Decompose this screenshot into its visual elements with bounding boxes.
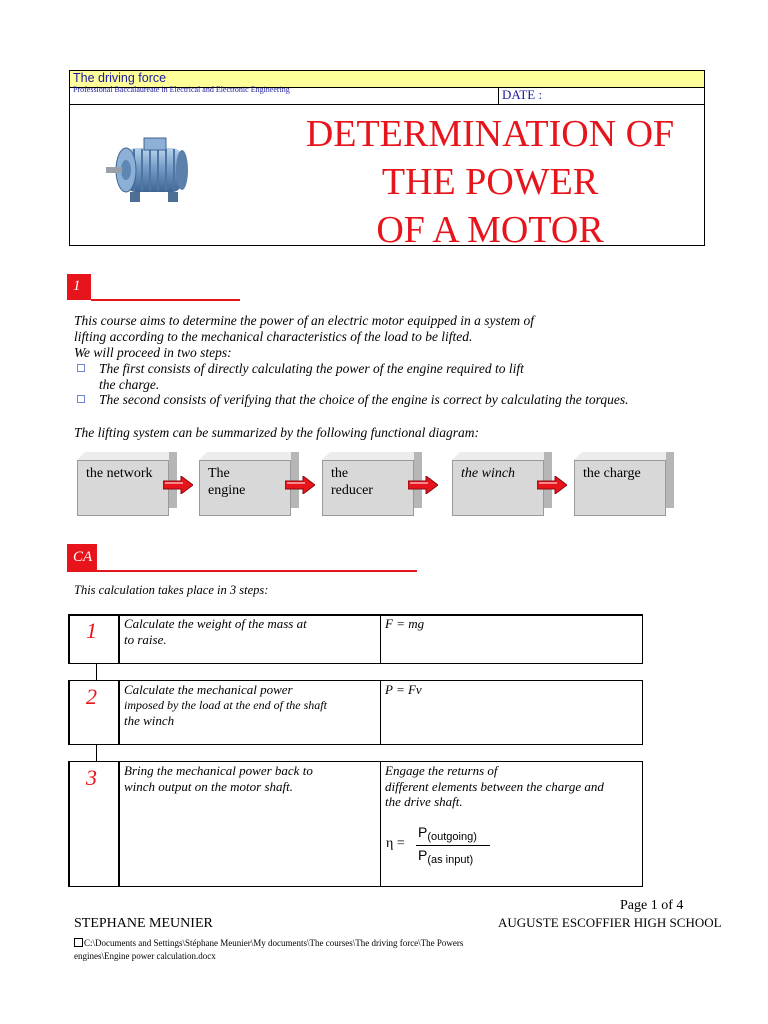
efficiency-numerator [418,824,477,843]
paragraph-line: lifting according to the mechanical characteristics of the load to be lifted. [74,329,473,344]
file-path-line: engines\Engine power calculation.docx [74,951,216,961]
file-path [84,937,524,950]
main-title-line: DETERMINATION OF [305,113,675,155]
header-divider [70,104,704,105]
block-label: reducer [331,483,373,498]
section-2-underline [97,570,417,572]
block-top [452,452,552,460]
section-1-underline [91,299,240,301]
section-1-heading [67,274,91,300]
numerator-symbol: P [418,824,428,840]
block-side [666,452,674,508]
diagram-block-charge [574,460,666,516]
diagram-block-reducer [322,460,414,516]
diagram-block-engine [199,460,291,516]
section-2-heading [67,544,97,572]
desc-line: Calculate the weight of the mass at [124,616,307,631]
denominator-symbol: P [418,847,428,863]
block-label: the winch [461,466,516,481]
block-top [77,452,177,460]
date-label: DATE : [502,87,543,102]
main-title-line: THE POWER [381,161,599,203]
step-3-number: 3 [86,765,97,790]
electric-motor-image [104,132,200,210]
step-1-description [124,616,374,647]
file-path-line: C:\Documents and Settings\Stéphane Meunier\My documents\The courses\The driving force\The Powers [84,938,464,948]
cell-divider [380,615,381,663]
steps-intro: This calculation takes place in 3 steps: [74,583,269,597]
page-number: Page 1 of 4 [620,898,684,913]
author-name: STEPHANE MEUNIER [74,916,213,931]
bullet-item [99,361,699,393]
cell-divider [118,681,120,744]
cell-divider [118,615,120,663]
block-label: The [208,466,230,481]
desc-line: winch output on the motor shaft. [124,778,293,794]
diagram-intro: The lifting system can be summarized by the following functional diagram: [74,425,479,440]
numerator-subscript: (outgoing) [427,831,477,843]
section-1-number: 1 [73,278,81,294]
cell-divider [380,762,381,886]
step-2-description [124,682,379,729]
main-title-line: OF A MOTOR [376,209,604,251]
intro-paragraph [74,313,694,361]
right-arrow-icon [163,476,193,494]
desc-line: imposed by the load at the end of the shaft [124,697,327,712]
step-2-number: 2 [86,684,97,709]
efficiency-symbol: η = [386,836,405,851]
bullet-item [99,392,699,408]
block-top [199,452,299,460]
block-label: the [331,466,349,481]
right-arrow-icon [408,476,438,494]
desc-line: to raise. [124,631,167,647]
diagram-block-network [77,460,169,516]
desc-line: Calculate the mechanical power [124,682,293,697]
cell-divider [118,762,120,886]
step-2-formula: P = Fv [385,682,422,697]
block-top [574,452,674,460]
step-3-description [124,763,379,794]
cell-divider [380,681,381,744]
fraction-bar [416,845,490,846]
paragraph-line: We will proceed in two steps: [74,345,232,360]
checkbox-bullet-icon [77,395,85,403]
formula-line: different elements between the charge and [385,778,604,794]
main-title [270,110,710,254]
course-title: The driving force [73,71,167,85]
step-3-formula-text [385,763,641,810]
formula-line: Engage the returns of [385,763,498,778]
file-path-icon [74,938,83,947]
bullet-line: The first consists of directly calculating the power of the engine required to lift [99,361,524,376]
course-subtitle: Professional Baccalaureate in Electrical and Electronic Engineering [73,85,290,94]
block-label: the network [86,466,153,481]
step-connector [96,664,97,680]
header-divider [498,87,499,104]
step-1-number: 1 [86,618,97,643]
paragraph-line: This course aims to determine the power of an electric motor equipped in a system of [74,313,535,328]
formula-line: the drive shaft. [385,794,463,809]
desc-line: the winch [124,713,175,728]
right-arrow-icon [285,476,315,494]
desc-line: Bring the mechanical power back to [124,763,313,778]
right-arrow-icon [537,476,567,494]
bullet-line: The second consists of verifying that the choice of the engine is correct by calculating the torques. [99,392,629,407]
checkbox-bullet-icon [77,364,85,372]
step-connector [96,745,97,761]
school-name: AUGUSTE ESCOFFIER HIGH SCHOOL [498,915,722,930]
diagram-block-winch [452,460,544,516]
section-2-label: CA [73,549,93,565]
efficiency-denominator [418,847,474,866]
block-label: engine [208,483,246,498]
block-top [322,452,422,460]
block-label: the charge [583,466,641,481]
bullet-line: the charge. [99,377,160,392]
denominator-subscript: (as input) [427,854,474,866]
step-1-formula: F = mg [385,616,425,631]
